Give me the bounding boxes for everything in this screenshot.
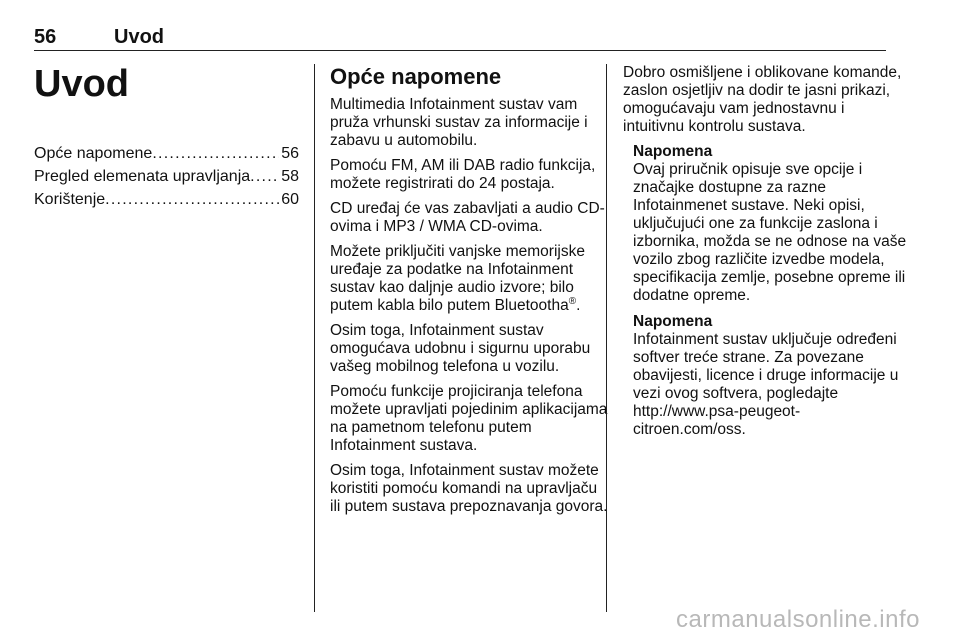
- section-title: Opće napomene: [330, 64, 502, 89]
- body-paragraph: Pomoću funkcije projiciranja telefona možete upravljati pojedinim aplikacijama na pametnom telefonu putem Infotainment sustava.: [330, 383, 608, 454]
- toc-item-page: 60: [281, 191, 299, 208]
- note-label: Napomena: [633, 313, 713, 330]
- running-title: Uvod: [114, 26, 164, 48]
- toc-leader-dots: [105, 188, 279, 211]
- page-header: [34, 26, 886, 51]
- watermark: carmanualsonline.info: [676, 606, 920, 633]
- bluetooth-paragraph-text: Možete priključiti vanjske memorijske uređaje za podatke na Infotainment sustav kao daljnje audio izvore; bilo putem kabla bilo putem Bluetootha: [330, 243, 585, 314]
- body-paragraph: CD uređaj će vas zabavljati a audio CD-ovima i MP3 / WMA CD-ovima.: [330, 200, 605, 235]
- toc-item-label: Korištenje: [34, 191, 106, 208]
- page-number: 56: [34, 26, 57, 48]
- note-block: [633, 313, 907, 439]
- body-paragraph: Osim toga, Infotainment sustav omogućava udobnu i sigurnu uporabu vašeg mobilnog telefona u vozilu.: [330, 322, 591, 375]
- note-block: [633, 143, 907, 305]
- intro-paragraph: Dobro osmišljene i oblikovane komande, zaslon osjetljiv na dodir te jasni prikazi, omogućavaju vam jednostavnu i intuitivnu kontrolu sustava.: [623, 64, 902, 135]
- notes-column: [606, 64, 907, 612]
- body-paragraph: Multimedia Infotainment sustav vam pruža vrhunski sustav za informacije i zabavu u automobilu.: [330, 96, 588, 149]
- toc-item-label: Opće napomene: [34, 145, 153, 162]
- note-label: Napomena: [633, 143, 713, 160]
- section-column: [314, 64, 608, 612]
- note-text: Infotainment sustav uključuje određeni softver treće strane. Za povezane obavijesti, licence i druge informacije u vezi ovog softvera, pogledajte http://www.psa-peugeot-citroen.com/oss.: [633, 331, 899, 438]
- toc-item-label: Pregled elemenata upravljanja: [34, 168, 251, 185]
- toc-item-page: 58: [281, 168, 299, 185]
- chapter-title: Uvod: [34, 63, 129, 105]
- note-text: Ovaj priručnik opisuje sve opcije i značajke dostupne za razne Infotainmenet sustave. Neki opisi, uključujući one za funkcije zaslona i izbornika, možda se ne odnose na vaše vozilo zbog različite izvedbe modela, specifikacija zemlje, posebne opreme ili dodatne opreme.: [633, 161, 907, 304]
- toc-item-page: 56: [281, 145, 299, 162]
- toc-item[interactable]: [34, 188, 299, 211]
- toc-column: [34, 64, 299, 612]
- body-paragraph: Osim toga, Infotainment sustav možete koristiti pomoću komandi na upravljaču ili putem sustava prepoznavanja govora.: [330, 462, 608, 515]
- toc-leader-dots: [152, 142, 279, 165]
- toc-item[interactable]: [34, 142, 299, 165]
- toc-item[interactable]: [34, 165, 299, 188]
- body-paragraph: Pomoću FM, AM ili DAB radio funkcija, možete registrirati do 24 postaja.: [330, 157, 596, 192]
- registered-mark: ®: [568, 295, 577, 307]
- body-paragraph: [330, 243, 608, 315]
- toc-leader-dots: [250, 165, 279, 188]
- period: .: [576, 297, 581, 314]
